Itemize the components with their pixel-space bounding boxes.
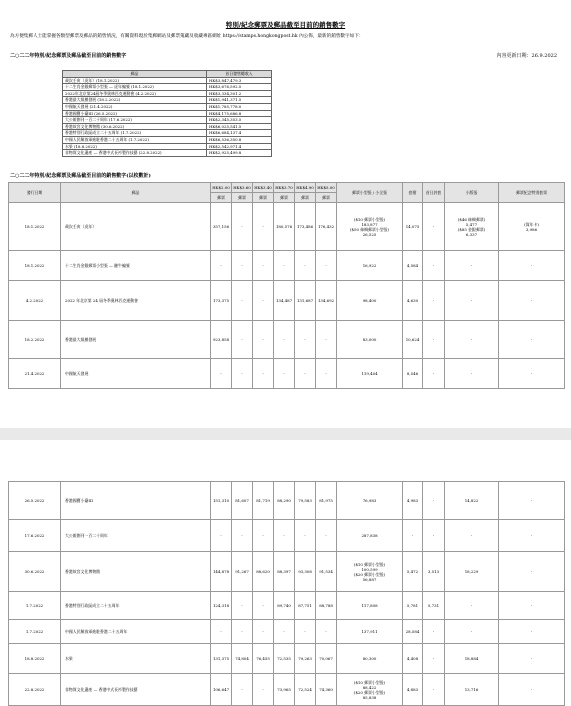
summary-row — [63, 77, 272, 84]
denom-6-qty-cell: - — [316, 520, 337, 552]
summary-product-name: 大公報創刊一百二十周年 (17.6.2022) — [63, 117, 207, 124]
summary-row — [63, 143, 272, 150]
sheetlet-qty-cell: ($10 郵票小型張) 88,422 ($20 郵票小型張) 85,838 — [337, 674, 403, 706]
summary-product-name: 歲次壬寅（虎年）(18.1.2022) — [63, 77, 207, 84]
fdc-qty-cell: - — [423, 482, 445, 520]
document-title: 特別/紀念郵票及郵品截至目前的銷售數字 — [225, 21, 346, 29]
header-fdc: 首日封套 — [423, 183, 445, 203]
postcard-qty-cell: 18,884 — [445, 644, 499, 674]
summary-revenue-value: HK$1,785,778.0 — [207, 103, 272, 110]
summary-product-name: 中國人民解放軍進駐香港二十五周年 (1.7.2022) — [63, 136, 207, 143]
denom-4-qty-cell: 180,576 — [274, 203, 295, 251]
updated-date: 內容更新日期：26.9.2022 — [496, 53, 557, 59]
header-denom-6: HK$5.00 — [316, 183, 337, 193]
page-break — [0, 428, 571, 440]
postcard-qty-cell: - — [445, 620, 499, 644]
denom-1-qty-cell: - — [211, 520, 232, 552]
summary-row — [63, 84, 272, 91]
booklet-qty-cell: 8,546 — [403, 359, 423, 389]
denom-3-qty-cell: - — [253, 281, 274, 321]
document-page-2 — [0, 440, 571, 700]
other-qty-cell: - — [499, 251, 565, 281]
sheetlet-qty-cell: 16,922 — [337, 251, 403, 281]
booklet-qty-cell: - — [403, 520, 423, 552]
denom-1-qty-cell: - — [211, 359, 232, 389]
product-name-cell: 非物質文化遺產 — 香港中式長衫製作技藝 — [61, 674, 211, 706]
section-heading-quantity: 二○二二年特別/紀念郵票及郵品截至目前的銷售數字(以枚數計) — [10, 173, 151, 179]
header-stamp-unit: 郵票 — [211, 193, 232, 203]
header-denom-2: HK$3.60 — [232, 183, 253, 193]
summary-revenue-value: HK$4,175,686.8 — [207, 110, 272, 117]
denom-2-qty-cell: 74,804 — [232, 644, 253, 674]
sheetlet-qty-cell: 80,300 — [337, 644, 403, 674]
product-name-cell: 歲次壬寅（虎年） — [61, 203, 211, 251]
summary-header-product: 郵品 — [63, 71, 207, 78]
table-row — [9, 482, 565, 520]
product-name-cell: 大公報創刊一百二十周年 — [61, 520, 211, 552]
denom-6-qty-cell: - — [316, 251, 337, 281]
issue-date-cell: 18.2.2022 — [9, 321, 61, 359]
denom-1-qty-cell: 173,375 — [211, 281, 232, 321]
denom-2-qty-cell: - — [232, 592, 253, 620]
denom-4-qty-cell: - — [274, 359, 295, 389]
summary-row — [63, 90, 272, 97]
denom-3-qty-cell: - — [253, 592, 274, 620]
summary-revenue-value: HK$6,536,350.8 — [207, 136, 272, 143]
fdc-qty-cell: 3,513 — [423, 552, 445, 592]
denom-1-qty-cell: - — [211, 251, 232, 281]
summary-revenue-value: HK$6,025,541.5 — [207, 123, 272, 130]
denom-1-qty-cell: 106,647 — [211, 674, 232, 706]
header-denom-4: HK$3.70 — [274, 183, 295, 193]
denom-2-qty-cell: - — [232, 520, 253, 552]
denom-6-qty-cell: 74,360 — [316, 674, 337, 706]
other-qty-cell: - — [499, 281, 565, 321]
table-row — [9, 251, 565, 281]
denom-6-qty-cell: 88,788 — [316, 592, 337, 620]
denom-1-qty-cell: 357,156 — [211, 203, 232, 251]
denom-1-qty-cell: 131,375 — [211, 644, 232, 674]
sheetlet-qty-cell: 137,911 — [337, 620, 403, 644]
denom-4-qty-cell: 89,740 — [274, 592, 295, 620]
header-stamp-unit: 郵票 — [295, 193, 316, 203]
issue-date-cell: 18.1.2022 — [9, 251, 61, 281]
header-issue-date: 發行日期 — [9, 183, 61, 203]
denom-2-qty-cell: - — [232, 251, 253, 281]
denom-5-qty-cell: - — [295, 359, 316, 389]
other-qty-cell: - — [499, 644, 565, 674]
denom-5-qty-cell: - — [295, 251, 316, 281]
fdc-qty-cell: - — [423, 281, 445, 321]
other-qty-cell: - — [499, 674, 565, 706]
booklet-qty-cell: 10,624 — [403, 321, 423, 359]
denom-5-qty-cell: 79,263 — [295, 644, 316, 674]
denom-5-qty-cell: - — [295, 321, 316, 359]
product-name-cell: 香港故宮文化博物館 — [61, 552, 211, 592]
denom-3-qty-cell: - — [253, 359, 274, 389]
denom-6-qty-cell: 81,975 — [316, 482, 337, 520]
other-qty-cell: - — [499, 359, 565, 389]
table-row — [9, 281, 565, 321]
summary-revenue-value: HK$3,847,479.3 — [207, 77, 272, 84]
other-qty-cell: - — [499, 520, 565, 552]
denom-6-qty-cell: - — [316, 359, 337, 389]
header-stamp-unit: 郵票 — [253, 193, 274, 203]
denom-5-qty-cell: 72,524 — [295, 674, 316, 706]
denom-3-qty-cell: 81,719 — [253, 482, 274, 520]
sheetlet-qty-cell: 83,000 — [337, 321, 403, 359]
fdc-qty-cell: - — [423, 321, 445, 359]
booklet-qty-cell: 4,408 — [403, 644, 423, 674]
booklet-qty-cell: 14,075 — [403, 203, 423, 251]
issue-date-cell: 4.2.2022 — [9, 281, 61, 321]
booklet-qty-cell: 4,630 — [403, 281, 423, 321]
denom-6-qty-cell: - — [316, 321, 337, 359]
fdc-qty-cell: - — [423, 620, 445, 644]
fdc-qty-cell: - — [423, 644, 445, 674]
summary-row — [63, 136, 272, 143]
summary-row — [63, 97, 272, 104]
denom-5-qty-cell: 87,751 — [295, 592, 316, 620]
denom-5-qty-cell: 131,687 — [295, 281, 316, 321]
other-qty-cell: - — [499, 321, 565, 359]
denom-4-qty-cell: 73,965 — [274, 674, 295, 706]
denom-6-qty-cell: - — [316, 620, 337, 644]
denom-4-qty-cell: 72,535 — [274, 644, 295, 674]
other-qty-cell: - — [499, 552, 565, 592]
product-name-cell: 水果 — [61, 644, 211, 674]
denom-3-qty-cell: 88,620 — [253, 552, 274, 592]
header-stamp-unit: 郵票 — [274, 193, 295, 203]
sheetlet-qty-cell: 76,983 — [337, 482, 403, 520]
postcard-qty-cell: - — [445, 321, 499, 359]
postcard-qty-cell: 14,822 — [445, 482, 499, 520]
denom-1-qty-cell: 144,878 — [211, 552, 232, 592]
header-postcard: 小版張 — [445, 183, 499, 203]
header-product: 郵品 — [61, 183, 211, 203]
header-other: 郵票紀念特別套票 — [499, 183, 565, 203]
summary-row — [63, 130, 272, 137]
summary-product-name: 香港最大規模發展 (18.2.2022) — [63, 97, 207, 104]
table-row — [9, 620, 565, 644]
denom-3-qty-cell: - — [253, 251, 274, 281]
denom-5-qty-cell: 173,486 — [295, 203, 316, 251]
table-row — [9, 520, 565, 552]
intro-paragraph: 為方便集郵人士能掌握各類型郵票及郵品的銷售情況，有關資料現於集郵網站及郵票蒐藏及收藏專區網址 https://stamps.hongkongpost.hk 內公佈，最新的銷售數字如下： — [10, 34, 364, 39]
summary-row — [63, 110, 272, 117]
issue-date-cell: 30.6.2022 — [9, 552, 61, 592]
table-row — [9, 592, 565, 620]
issue-date-cell: 1.7.2022 — [9, 620, 61, 644]
denom-2-qty-cell: - — [232, 321, 253, 359]
denom-6-qty-cell: 176,432 — [316, 203, 337, 251]
other-qty-cell: - — [499, 482, 565, 520]
booklet-qty-cell: 4,584 — [403, 251, 423, 281]
issue-date-cell: 1.7.2022 — [9, 592, 61, 620]
denom-3-qty-cell: - — [253, 674, 274, 706]
summary-product-name: 香港國寶小臺III (26.5.2022) — [63, 110, 207, 117]
table-row — [9, 552, 565, 592]
booklet-qty-cell: 5,472 — [403, 552, 423, 592]
other-qty-cell: - — [499, 592, 565, 620]
denom-4-qty-cell: - — [274, 251, 295, 281]
header-booklet: 套摺 — [403, 183, 423, 203]
fdc-qty-cell: - — [423, 203, 445, 251]
table-row — [9, 203, 565, 251]
product-name-cell: 中國航天發展 — [61, 359, 211, 389]
summary-product-name: 水果 (18.8.2022) — [63, 143, 207, 150]
postcard-qty-cell: - — [445, 592, 499, 620]
fdc-qty-cell: 5,731 — [423, 592, 445, 620]
denom-3-qty-cell: - — [253, 520, 274, 552]
other-qty-cell: (賀年卡) 3,986 — [499, 203, 565, 251]
summary-product-name: 2022年北京第24屆冬季奧林匹克運動會 (4.2.2022) — [63, 90, 207, 97]
table-row — [9, 321, 565, 359]
header-denom-3: HK$3.40 — [253, 183, 274, 193]
issue-date-cell: 21.4.2022 — [9, 359, 61, 389]
product-name-cell: 2022 年北京第 24 屆冬季奧林匹克運動會 — [61, 281, 211, 321]
summary-product-name: 中國航天發展 (21.4.2022) — [63, 103, 207, 110]
summary-row — [63, 103, 272, 110]
denom-2-qty-cell: 91,267 — [232, 552, 253, 592]
booklet-qty-cell: 28,584 — [403, 620, 423, 644]
denom-3-qty-cell: - — [253, 203, 274, 251]
denom-4-qty-cell: 134,487 — [274, 281, 295, 321]
postcard-qty-cell: 13,716 — [445, 674, 499, 706]
header-stamp-unit: 郵票 — [232, 193, 253, 203]
sheetlet-qty-cell: 287,838 — [337, 520, 403, 552]
postcard-qty-cell: - — [445, 359, 499, 389]
quantity-table-page1 — [8, 182, 565, 389]
table-row — [9, 674, 565, 706]
summary-revenue-value: HK$3,676,592.5 — [207, 84, 272, 91]
summary-header-revenue: 首日發售總收入 — [207, 71, 272, 78]
denom-6-qty-cell: 91,534 — [316, 552, 337, 592]
postcard-qty-cell: - — [445, 251, 499, 281]
summary-revenue-value: HK$2,925,499.8 — [207, 150, 272, 157]
summary-row — [63, 150, 272, 157]
denom-5-qty-cell: - — [295, 620, 316, 644]
issue-date-cell: 17.6.2022 — [9, 520, 61, 552]
denom-3-qty-cell: - — [253, 620, 274, 644]
summary-revenue-value: HK$2,542,971.4 — [207, 143, 272, 150]
header-denom-5: HK$4.90 — [295, 183, 316, 193]
denom-2-qty-cell: 81,607 — [232, 482, 253, 520]
booklet-qty-cell: 4,983 — [403, 482, 423, 520]
denom-5-qty-cell: - — [295, 520, 316, 552]
product-name-cell: 十二生肖金銀郵票小型張 — 鏈牛編號 — [61, 251, 211, 281]
denom-4-qty-cell: 88,397 — [274, 552, 295, 592]
product-name-cell: 香港國寶小臺III — [61, 482, 211, 520]
denom-3-qty-cell: - — [253, 321, 274, 359]
postcard-qty-cell: ($46 絲綢郵票) 5,477 ($85 金銀郵票) 6,337 — [445, 203, 499, 251]
denom-4-qty-cell: - — [274, 620, 295, 644]
denom-5-qty-cell: 79,583 — [295, 482, 316, 520]
sheetlet-qty-cell: ($10 郵票小型張) 100,599 ($20 郵票小型張) 56,887 — [337, 552, 403, 592]
sheetlet-qty-cell: 119,404 — [337, 359, 403, 389]
revenue-summary-table — [62, 70, 272, 157]
summary-revenue-value: HK$6,684,137.4 — [207, 130, 272, 137]
summary-row — [63, 117, 272, 124]
denom-1-qty-cell: - — [211, 620, 232, 644]
denom-4-qty-cell: 88,290 — [274, 482, 295, 520]
postcard-qty-cell: - — [445, 281, 499, 321]
summary-product-name: 非物質文化遺產 — 香港中式長衫製作技藝 (22.8.2022) — [63, 150, 207, 157]
denom-1-qty-cell: 923,858 — [211, 321, 232, 359]
table-row — [9, 644, 565, 674]
header-denom-1: HK$2.00 — [211, 183, 232, 193]
table-row — [9, 359, 565, 389]
denom-2-qty-cell: - — [232, 620, 253, 644]
denom-6-qty-cell: 134,692 — [316, 281, 337, 321]
header-stamp-unit: 郵票 — [316, 193, 337, 203]
postcard-qty-cell: 18,229 — [445, 552, 499, 592]
issue-date-cell: 22.8.2022 — [9, 674, 61, 706]
summary-row — [63, 123, 272, 130]
fdc-qty-cell: - — [423, 359, 445, 389]
section-heading-revenue: 二○二二年特別/紀念郵票及郵品截至目前的銷售數字 — [10, 53, 127, 59]
quantity-table-page2 — [8, 481, 565, 706]
sheetlet-qty-cell: 98,400 — [337, 281, 403, 321]
denom-6-qty-cell: 70,067 — [316, 644, 337, 674]
fdc-qty-cell: - — [423, 520, 445, 552]
issue-date-cell: 18.1.2022 — [9, 203, 61, 251]
other-qty-cell: - — [499, 620, 565, 644]
denom-1-qty-cell: 124,318 — [211, 592, 232, 620]
product-name-cell: 香港特別行政區成立二十五周年 — [61, 592, 211, 620]
postcard-qty-cell: - — [445, 520, 499, 552]
denom-4-qty-cell: - — [274, 321, 295, 359]
denom-5-qty-cell: 93,308 — [295, 552, 316, 592]
denom-4-qty-cell: - — [274, 520, 295, 552]
issue-date-cell: 18.8.2022 — [9, 644, 61, 674]
summary-revenue-value: HK$2,345,353.5 — [207, 117, 272, 124]
denom-2-qty-cell: - — [232, 281, 253, 321]
denom-2-qty-cell: - — [232, 359, 253, 389]
summary-product-name: 香港故宮文化博物館 (30.6.2022) — [63, 123, 207, 130]
fdc-qty-cell: - — [423, 674, 445, 706]
product-name-cell: 香港最大規模發展 — [61, 321, 211, 359]
summary-revenue-value: HK$1,941,371.5 — [207, 97, 272, 104]
summary-product-name: 香港特別行政區成立二十五周年 (1.7.2022) — [63, 130, 207, 137]
header-sheetlet: 郵票小型張 / 小全張 — [337, 183, 403, 203]
summary-revenue-value: HK$3,334,301.2 — [207, 90, 272, 97]
sheetlet-qty-cell: ($10 郵票小型張) 183,877 ($50 絲綢郵票小型張) 26,525 — [337, 203, 403, 251]
booklet-qty-cell: 5,781 — [403, 592, 423, 620]
issue-date-cell: 26.5.2022 — [9, 482, 61, 520]
denom-2-qty-cell: - — [232, 674, 253, 706]
summary-product-name: 十二生肖金銀郵票小型張 — 虎年編號 (18.1.2022) — [63, 84, 207, 91]
denom-2-qty-cell: - — [232, 203, 253, 251]
booklet-qty-cell: 4,883 — [403, 674, 423, 706]
denom-3-qty-cell: 76,455 — [253, 644, 274, 674]
sheetlet-qty-cell: 117,808 — [337, 592, 403, 620]
fdc-qty-cell: - — [423, 251, 445, 281]
denom-1-qty-cell: 151,310 — [211, 482, 232, 520]
product-name-cell: 中國人民解放軍進駐香港二十五周年 — [61, 620, 211, 644]
